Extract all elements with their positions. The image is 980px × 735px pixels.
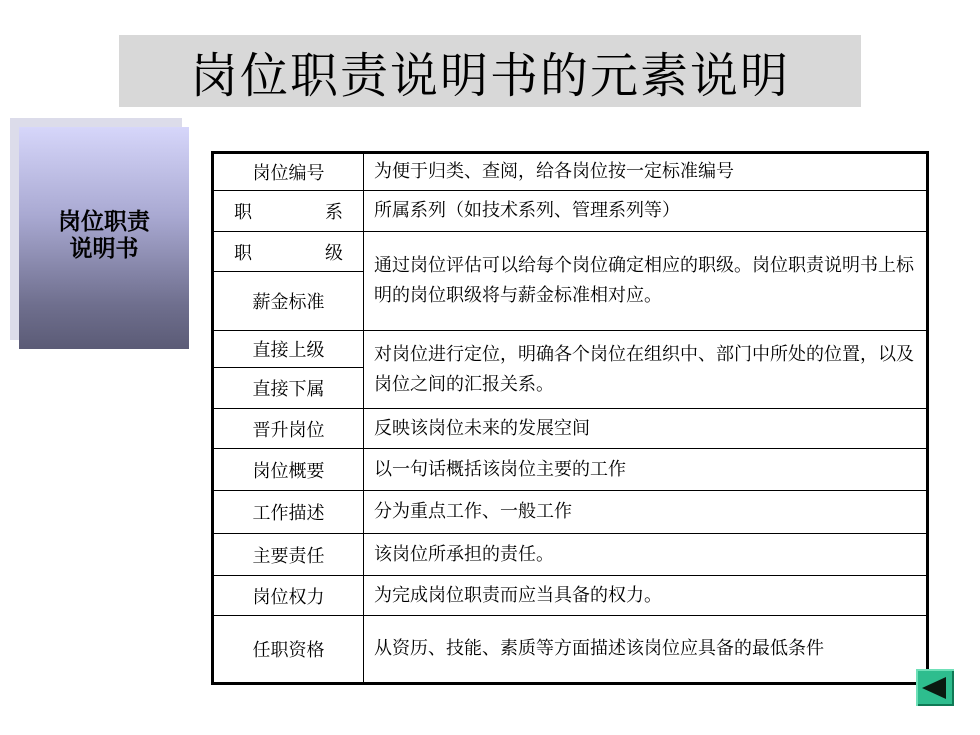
row-key: 岗位编号	[213, 153, 364, 191]
side-panel	[19, 127, 189, 349]
row-value: 为完成岗位职责而应当具备的权力。	[364, 576, 928, 616]
table-row	[213, 491, 928, 534]
row-key: 工作描述	[213, 491, 364, 534]
row-value: 以一句话概括该岗位主要的工作	[364, 449, 928, 491]
side-label	[19, 209, 189, 263]
row-key: 职 级	[213, 232, 364, 272]
side-label-line2: 说明书	[69, 236, 139, 262]
row-value: 为便于归类、查阅，给各岗位按一定标准编号	[364, 153, 928, 191]
row-key: 岗位权力	[213, 576, 364, 616]
table-row	[213, 449, 928, 491]
row-value: 对岗位进行定位，明确各个岗位在组织中、部门中所处的位置，以及岗位之间的汇报关系。	[364, 331, 928, 409]
row-key: 直接下属	[213, 368, 364, 409]
table-row	[213, 191, 928, 232]
row-key: 薪金标准	[213, 272, 364, 331]
row-key: 主要责任	[213, 534, 364, 576]
row-value: 从资历、技能、素质等方面描述该岗位应具备的最低条件	[364, 616, 928, 684]
back-button[interactable]	[916, 669, 954, 706]
table-row	[213, 576, 928, 616]
row-key: 岗位概要	[213, 449, 364, 491]
table-row	[213, 616, 928, 684]
elements-table	[211, 151, 929, 685]
table-row	[213, 331, 928, 368]
title-bar	[119, 35, 861, 107]
row-value: 分为重点工作、一般工作	[364, 491, 928, 534]
slide-title: 岗位职责说明书的元素说明	[189, 47, 790, 104]
row-key: 职 系	[213, 191, 364, 232]
table-row	[213, 534, 928, 576]
row-value: 反映该岗位未来的发展空间	[364, 409, 928, 449]
row-key: 任职资格	[213, 616, 364, 684]
triangle-left-icon	[922, 677, 946, 699]
table-row	[213, 409, 928, 449]
row-key: 直接上级	[213, 331, 364, 368]
row-value: 该岗位所承担的责任。	[364, 534, 928, 576]
table-row	[213, 232, 928, 272]
row-value: 通过岗位评估可以给每个岗位确定相应的职级。岗位职责说明书上标明的岗位职级将与薪金标准相对应。	[364, 232, 928, 331]
row-value: 所属系列（如技术系列、管理系列等）	[364, 191, 928, 232]
row-key: 晋升岗位	[213, 409, 364, 449]
side-label-line1: 岗位职责	[58, 209, 150, 235]
table-row	[213, 153, 928, 191]
